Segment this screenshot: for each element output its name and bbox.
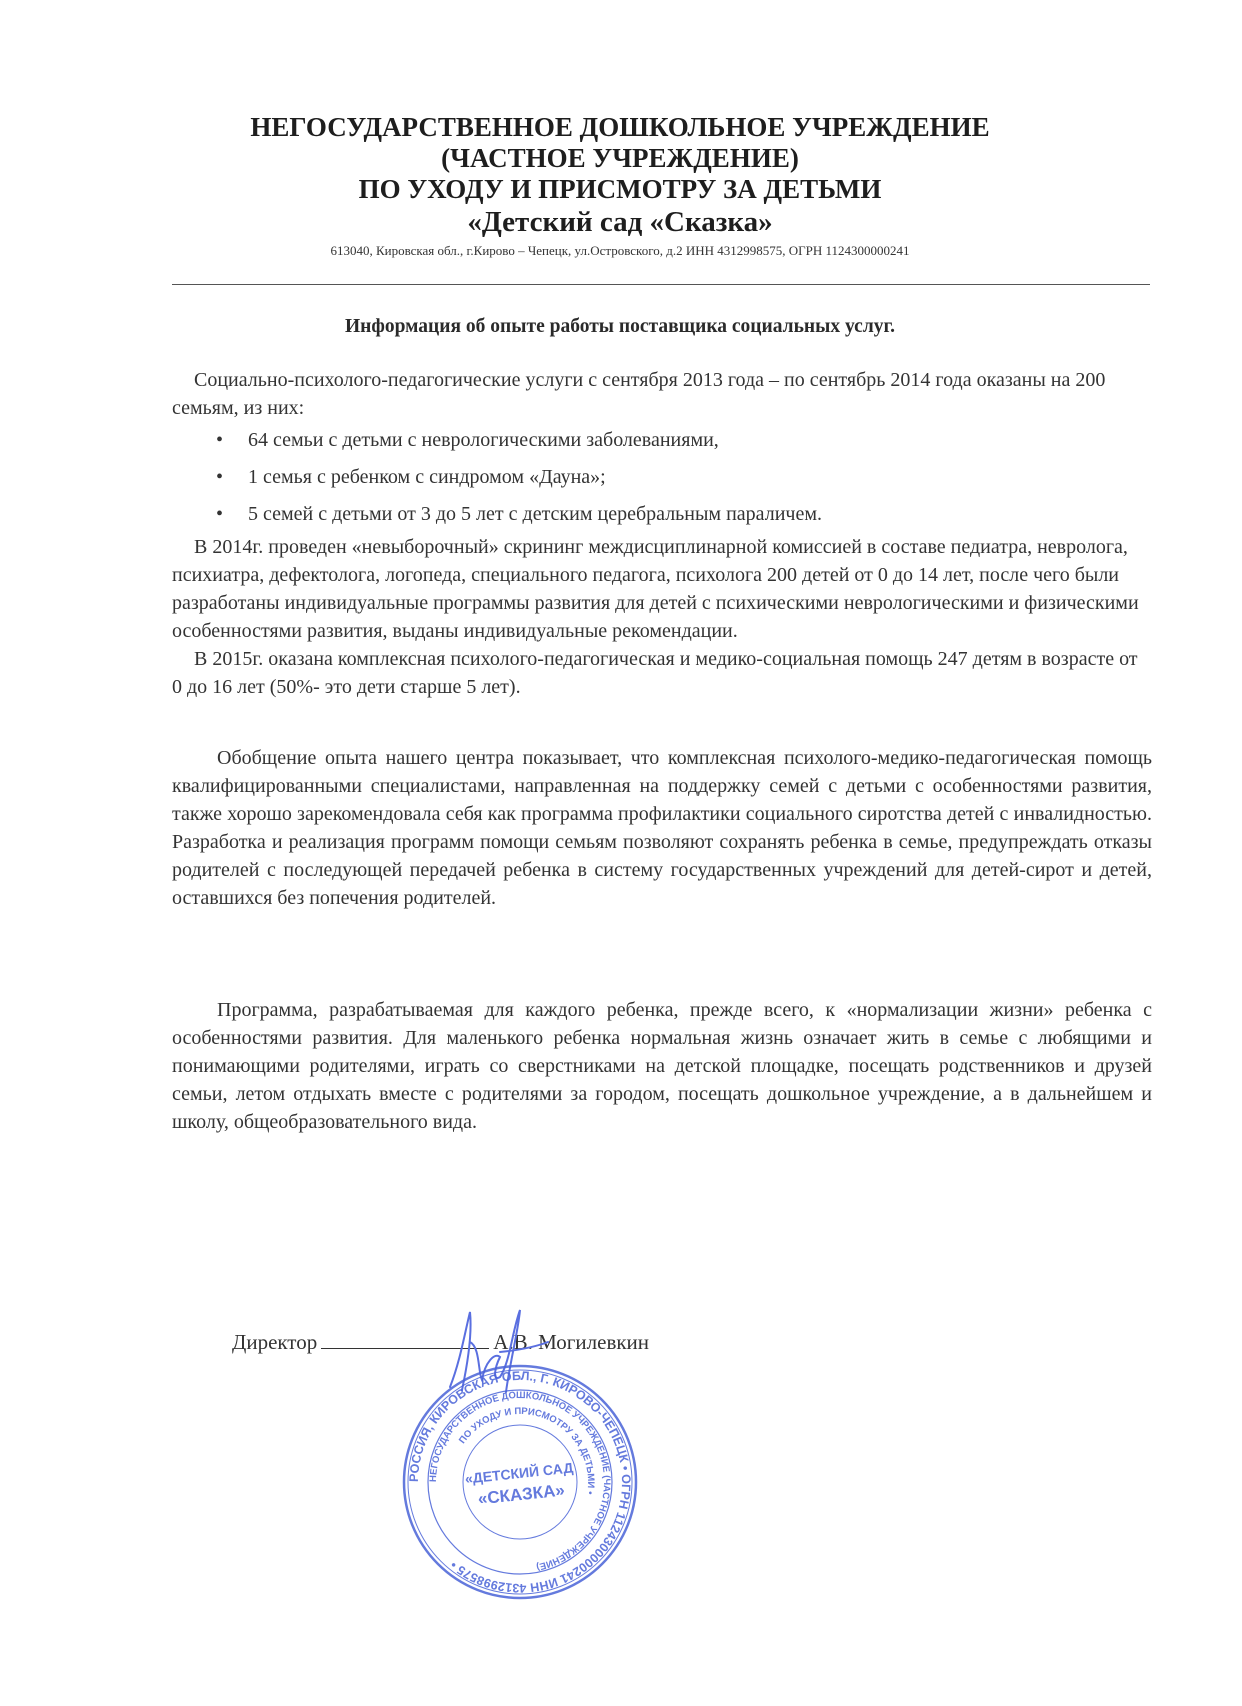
header-divider: [172, 284, 1150, 285]
org-address: 613040, Кировская обл., г.Кирово – Чепецк, ул.Островского, д.2 ИНН 4312998575, ОГРН 1124300000241: [330, 243, 910, 258]
summary-paragraph: Обобщение опыта нашего центра показывает, что комплексная психолого-медико-педагогическая помощь квалифицированными специалистами, направленная на поддержку семей с детьми с особенностями развития, также хорошо зарекомендовала себя как программа профилактики социального сиротства детей с инвалидностью. Разработка и реализация программ помощи семьям позволяют сохранять ребенка в семье, предупреждать отказы родителей с последующей передачей ребенка в систему государственных учреждений для детей-сирот и детей, оставшихся без попечения родителей.: [172, 747, 1152, 909]
program-paragraph: Программа, разрабатываемая для каждого ребенка, прежде всего, к «нормализации жизни» ребенка с особенностями развития. Для маленького ребенка нормальная жизнь означает жить в семье с любящими и понимающими родителями, играть со сверстниками на детской площадке, посещать родственников и друзей семьи, летом отдыхать вместе с родителями за городом, посещать дошкольное учреждение, а в дальнейшем и школу, общеобразовательного вида.: [172, 999, 1152, 1133]
document-body-top: [172, 366, 1152, 701]
stamp-inner-text: ПО УХОДУ И ПРИСМОТРУ ЗА ДЕТЬМИ •: [456, 1405, 597, 1496]
paragraph-2015: В 2015г. оказана комплексная психолого-педагогическая и медико-социальная помощь 247 детям в возрасте от 0 до 16 лет (50%- это дети старше 5 лет).: [172, 648, 1138, 698]
signer-name: А.В. Могилевкин: [493, 1330, 650, 1354]
stamp-outer-text: РОССИЯ, КИРОВСКАЯ ОБЛ., Г. КИРОВО-ЧЕПЕЦК • ОГРН 1124300000241 ИНН 4312998575 •: [406, 1368, 634, 1596]
org-purpose-line: ПО УХОДУ И ПРИСМОТРУ ЗА ДЕТЬМИ: [358, 174, 882, 204]
families-list: [172, 422, 1152, 533]
list-item: • 64 семьи с детьми с неврологическими заболеваниями,: [172, 422, 1152, 459]
org-name: «Детский сад «Сказка»: [467, 206, 773, 238]
intro-paragraph: Социально-психолого-педагогические услуги с сентября 2013 года – по сентябрь 2014 года оказаны на 200 семьям, из них:: [172, 369, 1106, 419]
list-item: • 1 семья с ребенком с синдромом «Дауна»;: [172, 459, 1152, 496]
letterhead: [170, 112, 1070, 262]
stamp-center-line2: «СКАЗКА»: [476, 1480, 566, 1509]
paragraph-2014: В 2014г. проведен «невыборочный» скрининг междисциплинарной комиссией в составе педиатра, невролога, психиатра, дефектолога, логопеда, специального педагога, психолога 200 детей от 0 до 14 лет, после чего были разработаны индивидуальные программы развития для детей с психическими неврологическими и физическими особенностями развития, выданы индивидуальные рекомендации.: [172, 536, 1139, 642]
official-stamp: [400, 1362, 640, 1602]
list-item: • 5 семей с детьми от 3 до 5 лет с детским церебральным параличем.: [172, 496, 1152, 533]
program-section: [172, 996, 1152, 1136]
stamp-center-line1: «ДЕТСКИЙ САД: [464, 1459, 574, 1487]
org-type-line: НЕГОСУДАРСТВЕННОЕ ДОШКОЛЬНОЕ УЧРЕЖДЕНИЕ: [250, 112, 990, 142]
stamp-middle-text: НЕГОСУДАРСТВЕННОЕ ДОШКОЛЬНОЕ УЧРЕЖДЕНИЕ (ЧАСТНОЕ УЧРЕЖДЕНИЕ): [427, 1389, 613, 1573]
document-title: Информация об опыте работы поставщика социальных услуг.: [344, 316, 896, 337]
org-form-line: (ЧАСТНОЕ УЧРЕЖДЕНИЕ): [441, 143, 799, 173]
summary-section: [172, 744, 1152, 912]
signer-role: Директор: [232, 1330, 318, 1354]
